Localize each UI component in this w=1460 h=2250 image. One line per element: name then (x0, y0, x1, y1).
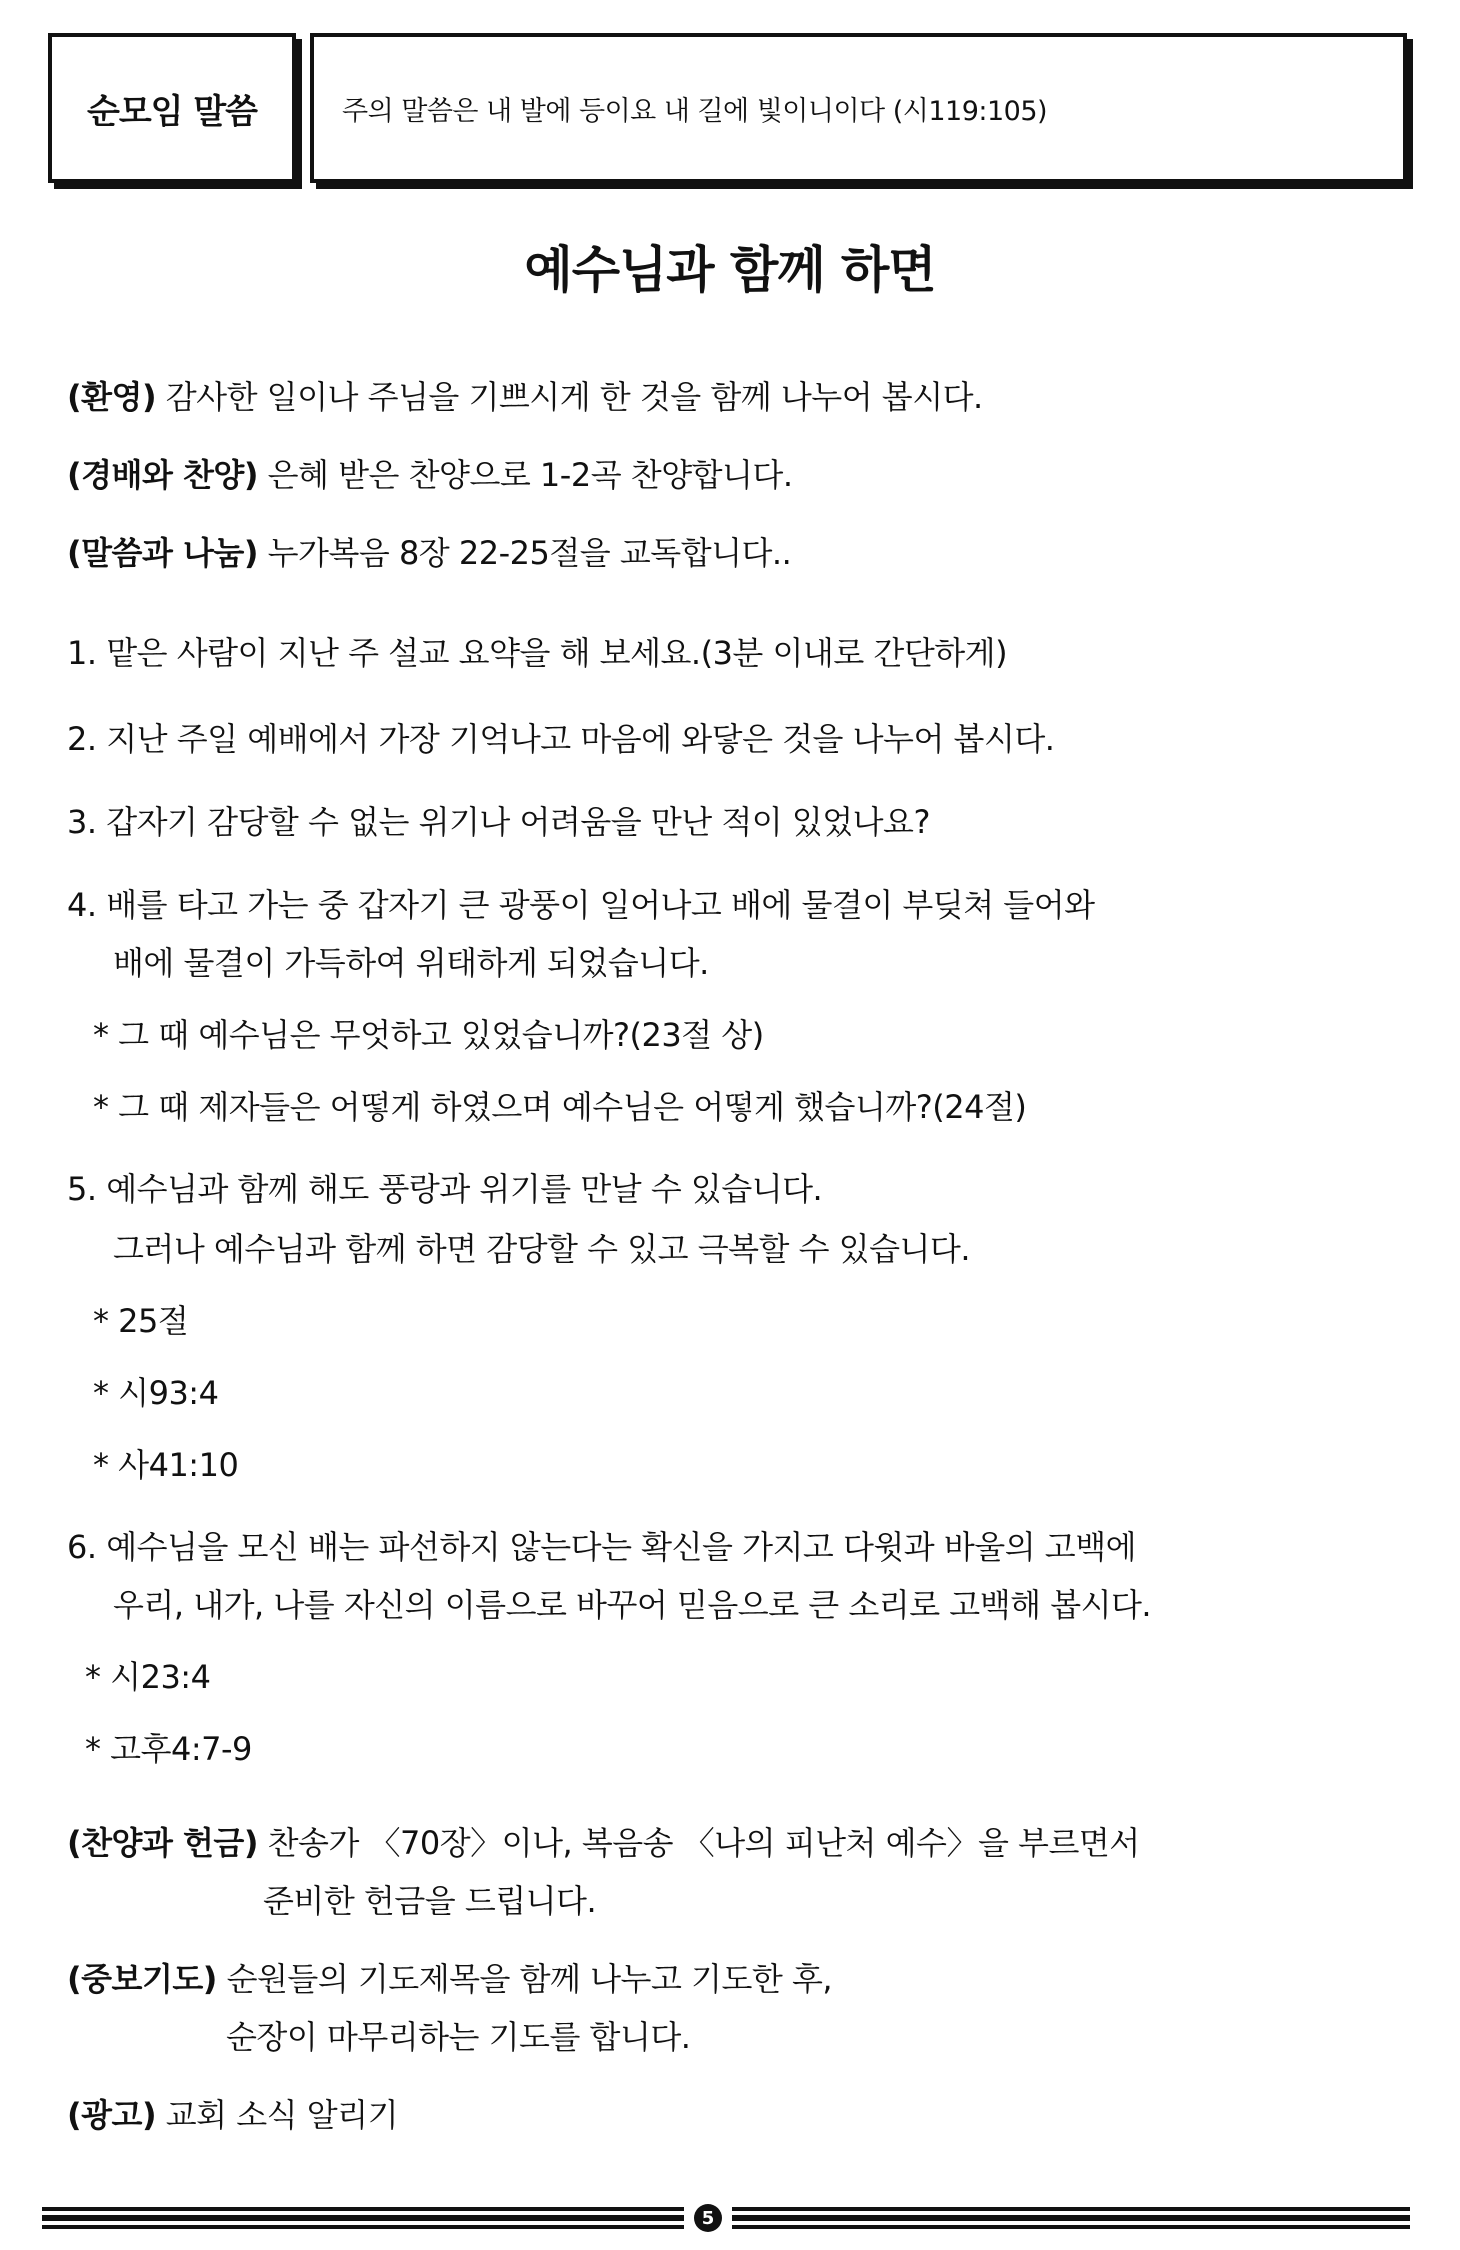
question-6-ref-2: * 고후4:7-9 (85, 1730, 252, 1768)
offering-label: (찬양과 헌금) (67, 1824, 258, 1862)
notice-text: 교회 소식 알리기 (156, 2096, 398, 2134)
prayer-text-cont: 순장이 마무리하는 기도를 합니다. (226, 2018, 691, 2056)
page-title: 예수님과 함께 하면 (524, 241, 936, 299)
question-5: 5. 예수님과 함께 해도 풍랑과 위기를 만날 수 있습니다. (67, 1170, 823, 1208)
offering-line (67, 1818, 1140, 1864)
question-6: 6. 예수님을 모신 배는 파선하지 않는다는 확신을 가지고 다윗과 바울의 고백에 (67, 1528, 1137, 1566)
welcome-text: 감사한 일이나 주님을 기쁘시게 한 것을 함께 나누어 봅시다. (156, 378, 983, 416)
footer-rule (42, 2204, 1410, 2230)
notice-line (67, 2090, 398, 2136)
question-5-ref-3: * 사41:10 (93, 1446, 239, 1484)
question-5-cont: 그러나 예수님과 함께 하면 감당할 수 있고 극복할 수 있습니다. (113, 1230, 971, 1268)
welcome-line (67, 372, 983, 418)
question-6-ref-1: * 시23:4 (85, 1658, 211, 1696)
question-5-ref-1: * 25절 (93, 1302, 189, 1340)
page-number: 5 (694, 2204, 722, 2232)
footer-rule-left-bottom (42, 2225, 684, 2229)
prayer-line (67, 1954, 832, 2000)
question-5-ref-2: * 시93:4 (93, 1374, 219, 1412)
header-verse: 주의 말씀은 내 발에 등이요 내 길에 빛이니이다 (시119:105) (342, 95, 1048, 127)
offering-text-cont: 준비한 헌금을 드립니다. (263, 1882, 597, 1920)
word-label: (말씀과 나눔) (67, 534, 258, 572)
word-line (67, 528, 791, 574)
footer-rule-right-top (732, 2207, 1410, 2211)
question-6-cont: 우리, 내가, 나를 자신의 이름으로 바꾸어 믿음으로 큰 소리로 고백해 봅시다. (113, 1586, 1152, 1624)
question-2: 2. 지난 주일 예배에서 가장 기억나고 마음에 와닿은 것을 나누어 봅시다. (67, 720, 1055, 758)
worship-line (67, 450, 793, 496)
footer-rule-left-mid (42, 2215, 684, 2221)
question-4: 4. 배를 타고 가는 중 갑자기 큰 광풍이 일어나고 배에 물결이 부딪쳐 들어와 (67, 886, 1095, 924)
notice-label: (광고) (67, 2096, 157, 2134)
word-text: 누가복음 8장 22-25절을 교독합니다.. (257, 534, 792, 572)
question-3: 3. 갑자기 감당할 수 없는 위기나 어려움을 만난 적이 있었나요? (67, 803, 930, 841)
prayer-text: 순원들의 기도제목을 함께 나누고 기도한 후, (216, 1960, 833, 1998)
worship-text: 은혜 받은 찬양으로 1-2곡 찬양합니다. (257, 456, 793, 494)
welcome-label: (환영) (67, 378, 157, 416)
question-4-sub-1: * 그 때 예수님은 무엇하고 있었습니까?(23절 상) (93, 1016, 764, 1054)
section-label-box (48, 33, 296, 183)
verse-box (310, 33, 1407, 183)
question-4-cont: 배에 물결이 가득하여 위태하게 되었습니다. (113, 944, 709, 982)
prayer-label: (중보기도) (67, 1960, 217, 1998)
question-1: 1. 맡은 사람이 지난 주 설교 요약을 해 보세요.(3분 이내로 간단하게) (67, 634, 1008, 672)
section-label: 순모임 말씀 (86, 91, 258, 132)
footer-rule-left-top (42, 2207, 684, 2211)
offering-text: 찬송가 〈70장〉이나, 복음송 〈나의 피난처 예수〉을 부르면서 (257, 1824, 1140, 1862)
footer-rule-right-bottom (732, 2225, 1410, 2229)
question-4-sub-2: * 그 때 제자들은 어떻게 하였으며 예수님은 어떻게 했습니까?(24절) (93, 1088, 1027, 1126)
worship-label: (경배와 찬양) (67, 456, 258, 494)
footer-rule-right-mid (732, 2215, 1410, 2221)
